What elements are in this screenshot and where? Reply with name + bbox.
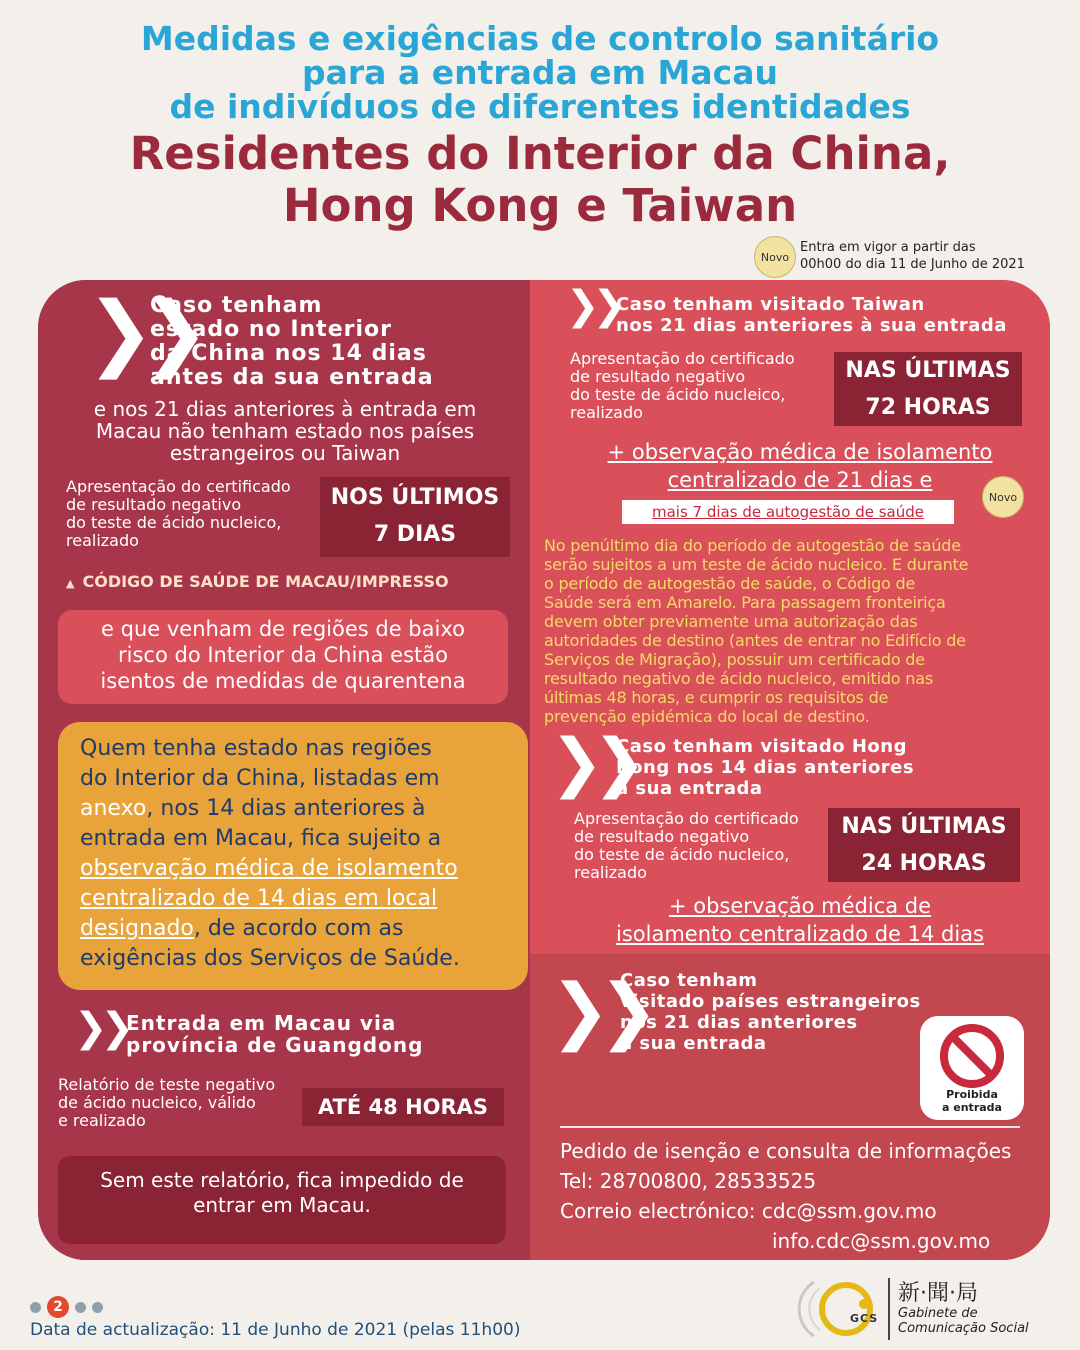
heading-line: província de Guangdong xyxy=(126,1033,424,1057)
title-line: Hong Kong e Taiwan xyxy=(282,179,798,232)
risk-underline: designado xyxy=(80,916,194,941)
logo-divider xyxy=(888,1278,890,1340)
contact-info xyxy=(560,1136,1011,1256)
cert-line: de resultado negativo xyxy=(574,827,750,846)
heading-line: visitado países estrangeiros xyxy=(620,991,921,1012)
hongkong-time-box xyxy=(828,808,1020,882)
cert-line: realizado xyxy=(570,403,643,422)
heading-line: Kong nos 14 dias anteriores xyxy=(616,757,915,778)
notice-line: Saúde será em Amarelo. Para passagem fronteiriça xyxy=(544,593,946,612)
notice-line: o período de autogestão de saúde, o Código de xyxy=(544,574,916,593)
novo-badge: Novo xyxy=(754,236,796,278)
subtitle-line: de indivíduos de diferentes identidades xyxy=(169,87,911,126)
exempt-line: e que venham de regiões de baixo xyxy=(101,617,465,641)
taiwan-cert xyxy=(570,350,795,422)
cert-line: Apresentação do certificado xyxy=(66,477,291,496)
mainland-heading xyxy=(150,294,434,390)
contact-email[interactable]: info.cdc@ssm.gov.mo xyxy=(772,1229,991,1253)
heading-line: estado no Interior xyxy=(150,317,392,342)
cert-line: de resultado negativo xyxy=(66,495,242,514)
title-line: Residentes do Interior da China, xyxy=(129,127,951,180)
exempt-box xyxy=(58,610,508,704)
report-line: Relatório de teste negativo xyxy=(58,1075,276,1094)
risk-line-rest: , de acordo com as xyxy=(193,916,404,941)
risk-line: entrada em Macau, fica sujeito a xyxy=(80,826,442,851)
chevron-right-icon: ❯❯ xyxy=(74,1005,128,1051)
page-indicator xyxy=(30,1296,103,1318)
subtitle xyxy=(0,19,1080,126)
guangdong-time-box: ATÉ 48 HORAS xyxy=(302,1088,504,1126)
box-line: 24 HORAS xyxy=(861,851,987,876)
heading-line: à sua entrada xyxy=(616,778,763,799)
guangdong-note xyxy=(58,1156,506,1244)
taiwan-heading xyxy=(616,294,1007,336)
risk-line xyxy=(80,794,508,824)
cert-line: do teste de ácido nucleico, xyxy=(570,385,786,404)
hongkong-observation xyxy=(550,892,1050,948)
notice-line: resultado negativo de ácido nucleico, emitido nas xyxy=(544,669,933,688)
logo-line: Gabinete de xyxy=(898,1306,978,1321)
cert-line: de resultado negativo xyxy=(570,367,746,386)
prohibited-line: Proibida xyxy=(946,1088,998,1101)
hongkong-heading xyxy=(616,736,914,799)
cert-line: Apresentação do certificado xyxy=(574,809,799,828)
heading-line: Caso tenham visitado Hong xyxy=(616,736,907,757)
effective-line: 00h00 do dia 11 de Junho de 2021 xyxy=(800,257,1025,272)
obs-line: + observação médica de isolamento xyxy=(607,440,993,464)
self-management-badge: mais 7 dias de autogestão de saúde xyxy=(622,500,954,524)
novo-badge: Novo xyxy=(982,476,1024,518)
health-code xyxy=(66,573,449,593)
heading-line: da China nos 14 dias xyxy=(150,341,427,366)
subtitle-line: Medidas e exigências de controlo sanitário xyxy=(140,19,940,58)
chevron-right-icon: ❯❯ xyxy=(86,285,196,380)
heading-line: à sua entrada xyxy=(620,1033,767,1054)
divider xyxy=(560,1126,1020,1128)
taiwan-observation xyxy=(550,438,1050,494)
box-line: NOS ÚLTIMOS xyxy=(330,485,500,510)
mainland-cert xyxy=(66,478,291,550)
prohibited-entry-sign xyxy=(920,1016,1024,1120)
exempt-line: isentos de medidas de quarentena xyxy=(100,669,466,693)
gcs-logo xyxy=(790,1274,1066,1344)
subtitle-line: para a entrada em Macau xyxy=(302,53,778,92)
gcs-emblem-icon xyxy=(790,1274,886,1344)
heading-line: antes da sua entrada xyxy=(150,365,434,390)
heading-line: Entrada em Macau via xyxy=(126,1011,397,1035)
notice-line: autoridades de destino (antes de entrar no Edifício de xyxy=(544,631,966,650)
heading-line: Caso tenham visitado Taiwan xyxy=(616,294,925,315)
box-line: 72 HORAS xyxy=(865,395,991,420)
health-code-label: CÓDIGO DE SAÚDE DE MACAU/IMPRESSO xyxy=(82,572,449,591)
guangdong-heading xyxy=(126,1012,423,1056)
guangdong-report xyxy=(58,1076,275,1130)
info-card xyxy=(38,280,1050,1260)
anexo-link[interactable]: anexo xyxy=(80,796,147,821)
cert-line: realizado xyxy=(66,531,139,550)
box-line: NAS ÚLTIMAS xyxy=(845,358,1011,383)
hongkong-cert xyxy=(574,810,799,882)
contact-phone: Tel: 28700800, 28533525 xyxy=(560,1169,817,1193)
page-dot[interactable] xyxy=(30,1302,41,1313)
update-date: Data de actualização: 11 de Junho de 2021 (pelas 11h00) xyxy=(30,1320,521,1340)
box-line: NAS ÚLTIMAS xyxy=(841,814,1007,839)
risk-line-rest: , nos 14 dias anteriores à xyxy=(146,796,426,821)
obs-line: centralizado de 21 dias e xyxy=(667,468,933,492)
logo-line: Comunicação Social xyxy=(898,1321,1029,1336)
mainland-condition xyxy=(50,398,520,464)
condition-line: Macau não tenham estado nos países xyxy=(95,419,475,443)
risk-region-box xyxy=(58,722,528,990)
risk-line: exigências dos Serviços de Saúde. xyxy=(80,946,460,971)
report-line: de ácido nucleico, válido xyxy=(58,1093,256,1112)
self-management-notice xyxy=(544,536,1048,726)
effective-line: Entra em vigor a partir das xyxy=(800,240,976,255)
notice-line: Serviços de Migração), possuir um certificado de xyxy=(544,650,925,669)
cert-line: realizado xyxy=(574,863,647,882)
chevron-right-icon: ❯❯ xyxy=(566,283,620,329)
cert-line: Apresentação do certificado xyxy=(570,349,795,368)
obs-line: isolamento centralizado de 14 dias xyxy=(616,922,984,946)
notice-line: No penúltimo dia do período de autogestão de saúde xyxy=(544,536,961,555)
taiwan-time-box xyxy=(834,352,1022,426)
notice-line: devem obter previamente uma autorização das xyxy=(544,612,918,631)
cert-line: do teste de ácido nucleico, xyxy=(574,845,790,864)
notice-line: prevenção epidémica do local de destino. xyxy=(544,707,870,726)
page-dot[interactable] xyxy=(92,1302,103,1313)
heading-line: nos 21 dias anteriores xyxy=(620,1012,858,1033)
contact-line: Pedido de isenção e consulta de informações xyxy=(560,1139,1012,1163)
risk-underline: centralizado de 14 dias em local xyxy=(80,886,438,911)
contact-email[interactable]: Correio electrónico: cdc@ssm.gov.mo xyxy=(560,1199,937,1223)
heading-line: Caso tenham xyxy=(150,293,323,318)
report-line: e realizado xyxy=(58,1111,146,1130)
page-dot[interactable] xyxy=(75,1302,86,1313)
cert-line: do teste de ácido nucleico, xyxy=(66,513,282,532)
heading-line: Caso tenham xyxy=(620,970,758,991)
notice-line: últimas 48 horas, e cumprir os requisitos de xyxy=(544,688,889,707)
risk-line: Quem tenha estado nas regiões xyxy=(80,736,432,761)
notice-line: serão sujeitos a um teste de ácido nucleico. E durante xyxy=(544,555,969,574)
mainland-time-box xyxy=(320,477,510,557)
exempt-line: risco do Interior da China estão xyxy=(118,643,448,667)
heading-line: nos 21 dias anteriores à sua entrada xyxy=(616,315,1007,336)
risk-line xyxy=(80,914,508,944)
logo-chinese: 新·聞·局 xyxy=(898,1281,978,1306)
risk-line: do Interior da China, listadas em xyxy=(80,766,440,791)
chevron-right-icon: ❯❯ xyxy=(550,726,636,800)
page-title xyxy=(0,128,1080,232)
triangle-icon: ▲ xyxy=(66,577,75,590)
prohibited-line: a entrada xyxy=(942,1101,1002,1114)
chevron-right-icon: ❯❯ xyxy=(550,968,647,1052)
note-line: Sem este relatório, fica impedido de xyxy=(100,1168,464,1192)
effective-date xyxy=(800,239,1025,273)
gcs-letters: GCS xyxy=(850,1312,879,1325)
page-dot-active[interactable]: 2 xyxy=(47,1296,69,1318)
condition-line: e nos 21 dias anteriores à entrada em xyxy=(93,397,477,421)
box-line: 7 DIAS xyxy=(373,522,457,547)
condition-line: estrangeiros ou Taiwan xyxy=(169,441,401,465)
prohibited-label xyxy=(920,1088,1024,1114)
note-line: entrar em Macau. xyxy=(193,1193,371,1217)
logo-name xyxy=(898,1306,1029,1336)
foreign-heading xyxy=(620,970,921,1054)
risk-underline: observação médica de isolamento xyxy=(80,856,458,881)
no-entry-icon xyxy=(920,1022,1024,1092)
obs-line: + observação médica de xyxy=(668,894,932,918)
